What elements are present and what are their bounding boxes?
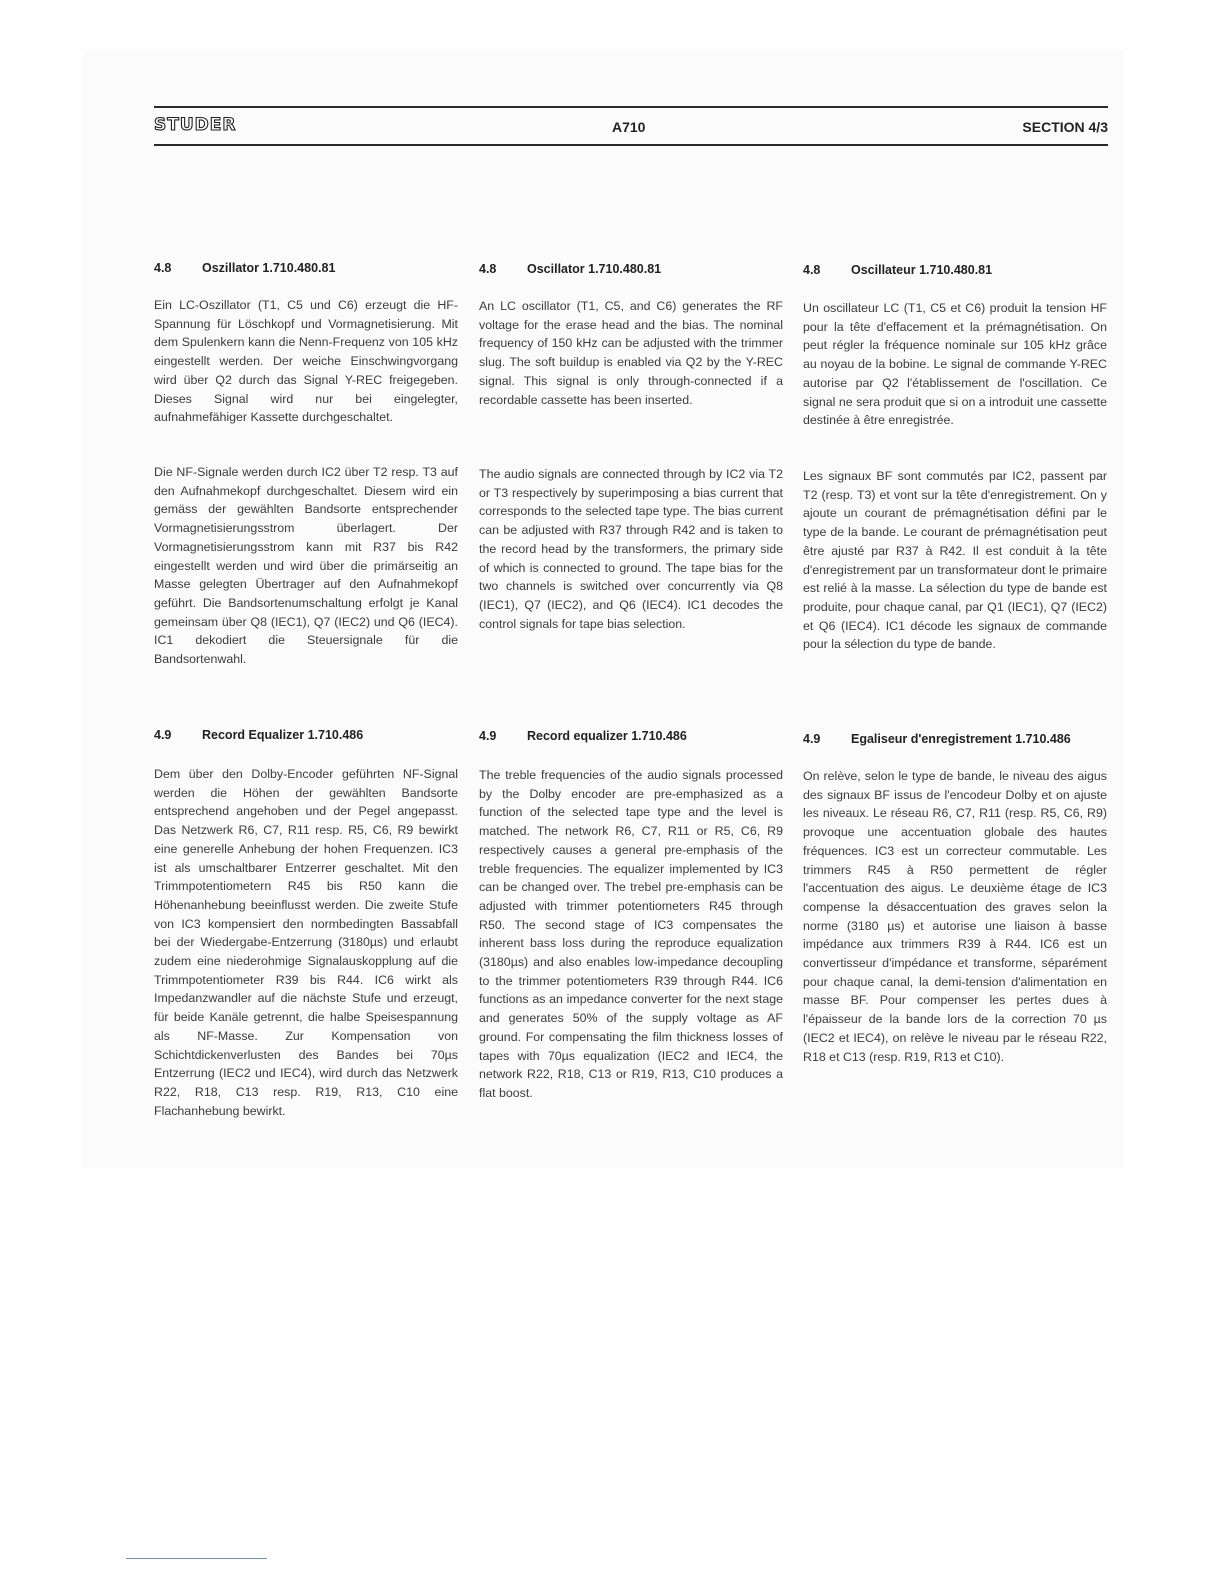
paragraph-equalizer-fr: On relève, selon le type de bande, le niveau des aigus des signaux BF issus de l'encodeur Dolby et on ajuste les niveaux. Le réseau R6, C7, R11 (resp. R5, C6, R9) provoque une accentuation globale des hautes fréquences. IC3 est un correcteur commutable. Les trimmers R45 à R50 permettent de régler l'accentuation des aigus. Le deuxième étage de IC3 compense la désaccentuation des graves selon la norme (3180 µs) et autorise une liaison à basse impédance aux trimmers R39 à R44. IC6 est un convertisseur d'impédance et transforme, séparément pour chaque canal, la demi-tension d'alimentation en masse BF. Pour compenser les pertes dues à l'épaisseur de la bande lors de la correction 70 µs (IEC2 et IEC4), on relève le niveau par le réseau R22, R18 et C13 (resp. R19, R13 et C10). <box>803 769 1107 1064</box>
heading-4-9-de <box>154 728 363 742</box>
paragraph-oscillator-1-en: An LC oscillator (T1, C5, and C6) generates the RF voltage for the erase head and the bias. The nominal frequency of 150 kHz can be adjusted with the trimmer slug. The soft buildup is enabled via Q2 by the Y-REC signal. This signal is only through-connected if a recordable cassette has been inserted. <box>479 299 783 407</box>
model-label: A710 <box>612 119 646 135</box>
paragraph-oscillator-1-fr: Un oscillateur LC (T1, C5 et C6) produit la tension HF pour la tête d'effacement et la prémagnétisation. On peut régler la fréquence nominale sur 105 kHz grâce au noyau de la bobine. Le signal de commande Y-REC autorise par Q2 l'établissement de l'oscillation. Ce signal ne sera produit que si on a introduit une cassette destinée à être enregistrée. <box>803 301 1107 428</box>
heading-4-9-fr <box>803 732 1071 746</box>
heading-title: Record Equalizer 1.710.486 <box>202 728 364 742</box>
footer-link-underline[interactable] <box>126 1558 267 1559</box>
heading-4-8-fr <box>803 263 992 277</box>
heading-4-8-en <box>479 262 661 276</box>
heading-4-9-en <box>479 729 687 743</box>
paragraph-equalizer-en: The treble frequencies of the audio signals processed by the Dolby encoder are pre-emphasized as a function of the selected tape type and the level is matched. The network R6, C7, R11 or R5, C6, R9 respectively causes a general pre-emphasis of the treble frequencies. The equalizer implemented by IC3 can be changed over. The trebel pre-emphasis can be adjusted with trimmer potentiometers R45 through R50. The second stage of IC3 compensates the inherent bass loss during the reproduce equalization (3180µs) and also enables low-impedance decoupling to the trimmer potentiometers R39 through R44. IC6 functions as an impedance converter for the next stage and generates 50% of the supply voltage as AF ground. For compensating the film thickness losses of tapes with 70µs equalization (IEC2 and IEC4, the network R22, R18, C13 or R19, R13, C10 produces a flat boost. <box>479 768 783 1100</box>
heading-number: 4.9 <box>479 729 497 743</box>
paragraph-oscillator-1-de: Ein LC-Oszillator (T1, C5 und C6) erzeugt die HF-Spannung für Löschkopf und Vormagnetisierung. Mit dem Spulenkern kann die Nenn-Frequenz von 105 kHz eingestellt werden. Der weiche Einschwingvorgang wird über Q2 durch das Signal Y-REC freigegeben. Dieses Signal wird nur bei eingelegter, aufnahmefähiger Kassette durchgeschaltet. <box>154 298 458 425</box>
heading-number: 4.9 <box>803 732 821 746</box>
heading-number: 4.8 <box>803 263 821 277</box>
heading-title: Oszillator 1.710.480.81 <box>202 261 336 275</box>
heading-title: Oscillateur 1.710.480.81 <box>851 263 993 277</box>
paragraph-oscillator-2-de: Die NF-Signale werden durch IC2 über T2 resp. T3 auf den Aufnahmekopf durchgeschaltet. Diesem wird ein gemäss der gewählten Bandsorte entsprechender Vormagnetisierungsstrom überlagert. Der Vormagnetisierungsstrom kann mit R37 bis R42 eingestellt werden und wird über die primärseitig an Masse gelegten Übertrager auf den Aufnahmekopf geführt. Die Bandsortenumschaltung erfolgt je Kanal gemeinsam über Q8 (IEC1), Q7 (IEC2) und Q6 (IEC4). IC1 dekodiert die Steuersignale für die Bandsortenwahl. <box>154 465 458 667</box>
studer-logo: STUDER <box>154 115 237 135</box>
paragraph-oscillator-2-en: The audio signals are connected through by IC2 via T2 or T3 respectively by superimposing a bias current that corresponds to the selected tape type. The bias current can be adjusted with R37 through R42 and is taken to the record head by the transformers, the primary side of which is connected to ground. The tape bias for the two channels is switched over concurrently via Q8 (IEC1), Q7 (IEC2), and Q6 (IEC4). IC1 decodes the control signals for tape bias selection. <box>479 467 783 631</box>
heading-title: Egaliseur d'enregistrement 1.710.486 <box>851 732 1071 746</box>
heading-4-8-de <box>154 261 335 275</box>
section-label: SECTION 4/3 <box>1022 119 1108 135</box>
paragraph-equalizer-de: Dem über den Dolby-Encoder geführten NF-Signal werden die Höhen der gewählten Bandsorte entsprechend angehoben und der Pegel angepasst. Das Netzwerk R6, C7, R11 resp. R5, C6, R9 bewirkt eine generelle Anhebung der hohen Frequenzen. IC3 ist als umschaltbarer Entzerrer geschaltet. Mit den Trimmpotentiometern R45 bis R50 kann die Höhenanhebung beeinflusst werden. Die zweite Stufe von IC3 kompensiert den normbedingten Bassabfall bei der Wiedergabe-Entzerrung (3180µs) und erlaubt zudem eine niederohmige Signalauskopplung auf die Trimmpotentiometer R39 bis R44. IC6 wirkt als Impedanzwandler auf die nächste Stufe und erzeugt, für beide Kanäle getrennt, die halbe Speisespannung als NF-Masse. Zur Kompensation von Schichtdickenverlusten des Bandes bei 70µs Entzerrung (IEC2 und IEC4), wird durch das Netzwerk R22, R18, C13 resp. R19, R13, C10 eine Flachanhebung bewirkt. <box>154 767 458 1118</box>
paragraph-oscillator-2-fr: Les signaux BF sont commutés par IC2, passent par T2 (resp. T3) et vont sur la tête d'enregistrement. On y ajoute un courant de prémagnétisation défini par le type de la bande. Le courant de prémagnétisation peut être ajusté par R37 à R42. Il est conduit à la tête d'enregistrement par un transformateur dont le primaire est relié à la masse. La sélection du type de bande est produite, pour chaque canal, par Q1 (IEC1), Q7 (IEC2) et Q6 (IEC4). IC1 décode les signaux de commande pour la sélection du type de bande. <box>803 469 1107 652</box>
heading-title: Oscillator 1.710.480.81 <box>527 262 662 276</box>
heading-number: 4.8 <box>154 261 172 275</box>
heading-title: Record equalizer 1.710.486 <box>527 729 687 743</box>
header-top-rule <box>154 106 1108 108</box>
heading-number: 4.8 <box>479 262 497 276</box>
header-bottom-rule <box>154 144 1108 146</box>
heading-number: 4.9 <box>154 728 172 742</box>
